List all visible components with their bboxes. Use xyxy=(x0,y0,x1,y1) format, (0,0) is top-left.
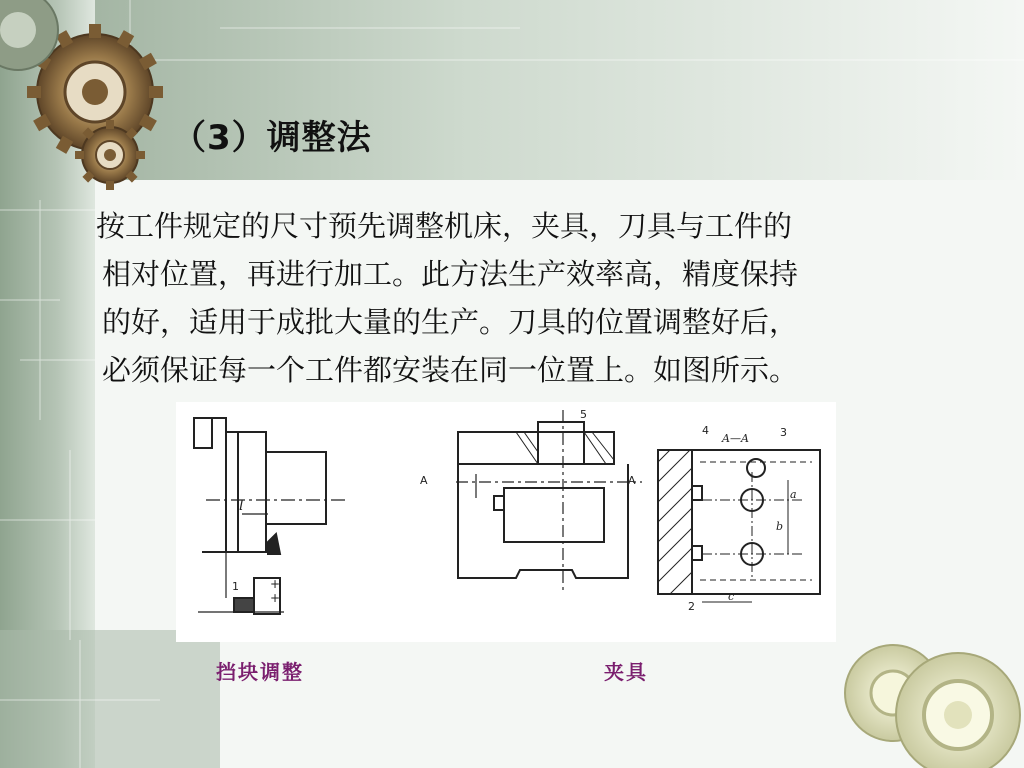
dim-label: a xyxy=(790,488,797,501)
dim-label: c xyxy=(728,590,735,603)
section-label: A xyxy=(420,474,428,487)
section-label: A—A xyxy=(722,432,749,445)
caption-stop-block: 挡块调整 xyxy=(216,660,304,684)
paragraph-line: 必须保证每一个工件都安装在同一位置上。如图所示。 xyxy=(102,353,799,387)
part-label: 3 xyxy=(780,426,787,439)
part-label: 5 xyxy=(580,408,587,421)
part-label: 2 xyxy=(688,600,695,613)
svg-text:+: + xyxy=(270,591,281,605)
paragraph-line: 相对位置，再进行加工。此方法生产效率高，精度保持 xyxy=(102,257,799,291)
dim-label: b xyxy=(776,520,784,533)
part-label: 1 xyxy=(232,580,239,593)
technical-drawings xyxy=(176,402,836,642)
caption-fixture: 夹具 xyxy=(604,660,648,684)
slide-title: （3）调整法 xyxy=(172,118,372,158)
dim-label: l xyxy=(239,498,244,514)
gear-icon xyxy=(896,653,1020,768)
paragraph-line: 的好，适用于成批大量的生产。刀具的位置调整好后， xyxy=(102,305,799,339)
svg-text:+: + xyxy=(270,577,281,591)
gear-icon xyxy=(75,120,145,190)
part-label: 4 xyxy=(702,424,709,437)
paragraph-line: 按工件规定的尺寸预先调整机床，夹具，刀具与工件的 xyxy=(96,209,793,243)
body-paragraph xyxy=(96,202,946,394)
section-label: A xyxy=(628,474,636,487)
